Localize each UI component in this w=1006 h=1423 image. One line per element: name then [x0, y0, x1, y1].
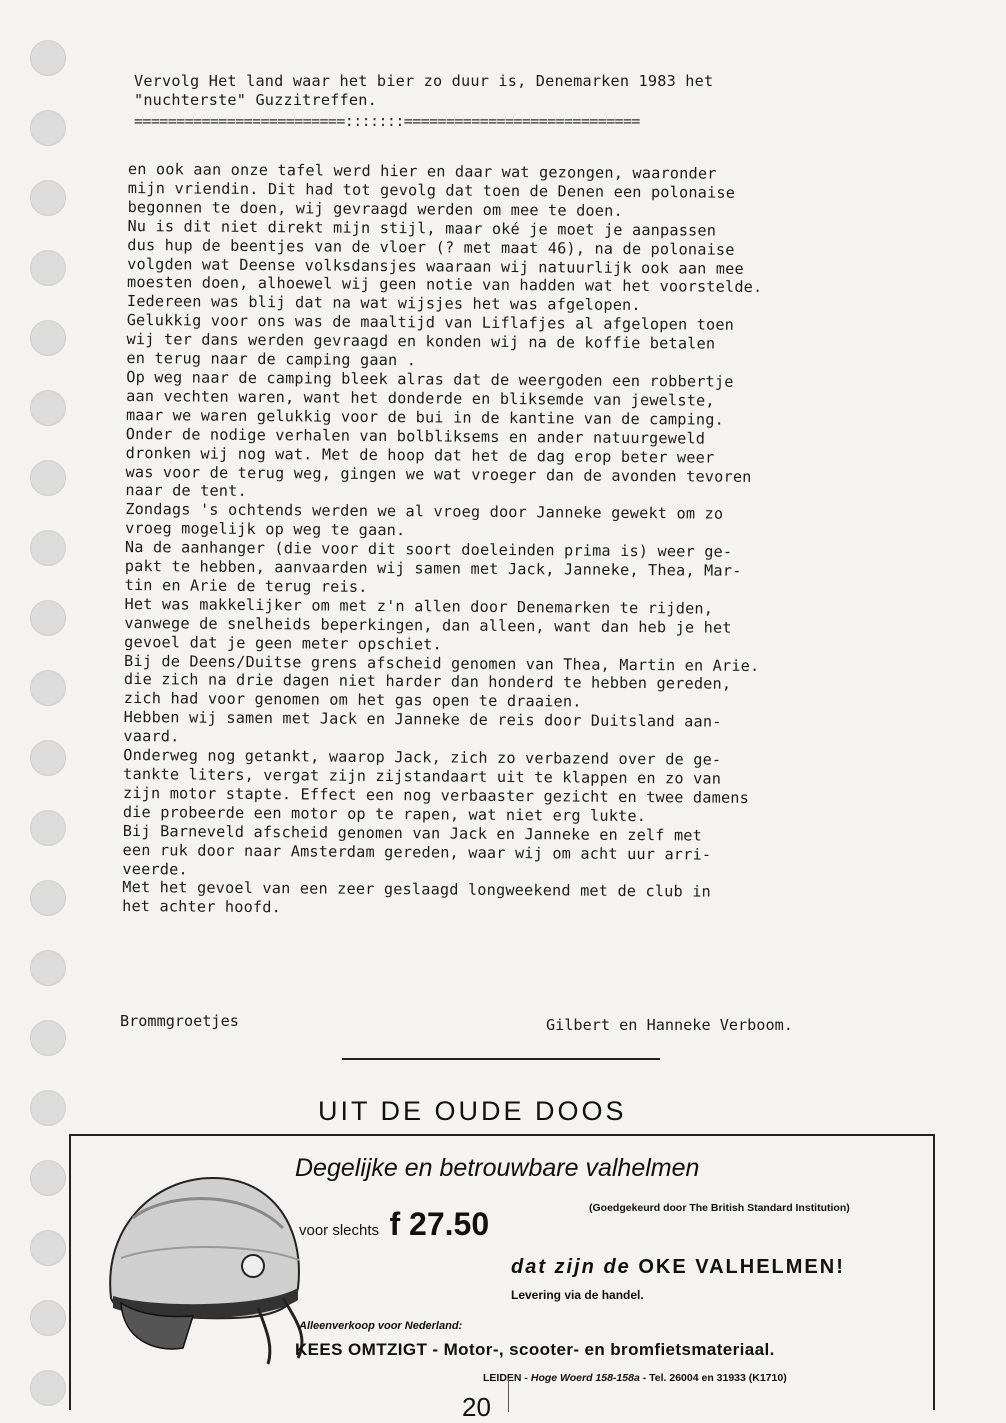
- helmet-illustration: [93, 1148, 315, 1368]
- body-line: dronken wij nog wat. Met de hoop dat het de dag erop beter weer: [125, 443, 715, 467]
- company-name: KEES OMTZIGT - Motor-, scooter- en bromfietsmateriaal.: [295, 1340, 775, 1359]
- punch-hole: [30, 950, 66, 986]
- body-line: Bij Barneveld afscheid genomen van Jack en Janneke en zelf met: [122, 821, 703, 845]
- body-line: aan vechten waren, want het donderde en bliksemde van jewelste,: [126, 386, 715, 410]
- brand-name: OKE VALHELMEN!: [638, 1256, 845, 1278]
- body-line: wij ter dans werden gevraagd en konden wij na de koffie betalen: [126, 330, 716, 353]
- body-line: volgden wat Deense volksdansjes waaraan wij natuurlijk ook aan mee: [127, 254, 744, 278]
- page-mark: [508, 1378, 519, 1412]
- body-line: veerde.: [122, 859, 188, 879]
- body-line: Onder de nodige verhalen van bolbliksems en ander natuurgeweld: [125, 424, 706, 448]
- body-line: vroeg mogelijk op weg te gaan.: [125, 519, 406, 540]
- body-line: was voor de terug weg, gingen we wat vroeger dan de avonden tevoren: [125, 462, 752, 486]
- greeting: Brommgroetjes: [120, 1012, 239, 1030]
- address-street: Hoge Woerd 158-158a: [530, 1372, 640, 1384]
- body-line: en ook aan onze tafel werd hier en daar wat gezongen, waaronder: [127, 160, 717, 183]
- body-line: die probeerde een motor op te rapen, wat niet erg lukte.: [122, 802, 647, 825]
- page-number: 20: [462, 1392, 491, 1422]
- approval-note: (Goedgekeurd door The British Standard Institution): [589, 1202, 850, 1214]
- body-line: Iedereen was blij dat na wat wijsjes het was afgelopen.: [126, 292, 641, 315]
- address-city: LEIDEN: [483, 1372, 522, 1384]
- body-line: mijn vriendin. Dit had tot gevolg dat toen de Denen een polonaise: [127, 178, 736, 202]
- body-line: begonnen te doen, wij gevraagd werden om mee te doen.: [127, 197, 623, 220]
- punch-hole: [30, 1300, 66, 1336]
- ad-section-title: UIT DE OUDE DOOS: [318, 1096, 627, 1126]
- body-line: en terug naar de camping gaan .: [126, 349, 417, 370]
- punch-hole: [30, 1020, 66, 1056]
- body-line: pakt te hebben, aanvaarden wij samen met Jack, Janneke, Thea, Mar-: [124, 557, 742, 580]
- punch-hole: [30, 1230, 66, 1266]
- company-address: LEIDEN - Hoge Woerd 158-158a - Tel. 26004 en 31933 (K1710): [483, 1372, 787, 1384]
- punch-hole: [30, 670, 66, 706]
- punch-hole: [30, 1090, 66, 1126]
- punch-hole: [30, 810, 66, 846]
- helmet-advertisement: [69, 1134, 935, 1410]
- body-line: gevoel dat je geen meter opschiet.: [124, 632, 442, 654]
- body-line: Het was makkelijker om met z'n allen door Denemarken te rijden,: [124, 594, 714, 618]
- body-line: Hebben wij samen met Jack en Janneke de reis door Duitsland aan-: [123, 708, 722, 731]
- body-line: Zondags 's ochtends werden we al vroeg door Janneke gewekt om zo: [125, 500, 724, 523]
- punch-hole: [30, 40, 66, 76]
- header-line: "nuchterste" Guzzitreffen.: [134, 90, 377, 109]
- punch-hole: [30, 320, 66, 356]
- body-line: Met het gevoel van een zeer geslaagd longweekend met de club in: [122, 878, 711, 902]
- article-body: [122, 160, 763, 921]
- signature: Gilbert en Hanneke Verboom.: [546, 1016, 793, 1034]
- punch-hole: [30, 1160, 66, 1196]
- body-line: Bij de Deens/Duitse grens afscheid genomen van Thea, Martin en Arie.: [123, 651, 760, 675]
- address-tel: Tel. 26004 en 31933 (K1710): [649, 1372, 787, 1384]
- header-underline: =========================:::::::============================: [134, 112, 640, 130]
- punch-hole: [30, 390, 66, 426]
- body-line: maar we waren gelukkig voor de bui in de kantine van de camping.: [125, 405, 725, 429]
- delivery-note: Levering via de handel.: [511, 1288, 644, 1302]
- header-line: Vervolg Het land waar het bier zo duur is, Denemarken 1983 het: [134, 72, 714, 90]
- body-line: een ruk door naar Amsterdam gereden, waar wij om acht uur arri-: [122, 840, 712, 864]
- punch-hole: [30, 250, 66, 286]
- punch-hole: [30, 1370, 66, 1406]
- separator-line: [342, 1058, 660, 1060]
- price-prefix: voor slechts: [299, 1222, 380, 1239]
- punch-hole: [30, 180, 66, 216]
- body-line: tankte liters, vergat zijn zijstandaart uit te klappen en zo van: [123, 764, 722, 788]
- price-row: [299, 1206, 489, 1243]
- price: f 27.50: [389, 1206, 490, 1242]
- body-line: vaard.: [123, 727, 180, 746]
- body-line: zijn motor stapte. Effect een nog verbaaster gezicht en twee damens: [122, 783, 750, 807]
- body-line: Nu is dit niet direkt mijn stijl, maar oké je moet je aanpassen: [127, 216, 717, 240]
- punch-hole: [30, 110, 66, 146]
- body-line: Op weg naar de camping bleek alras dat de weergoden een robbertje: [126, 367, 734, 391]
- body-line: dus hup de beentjes van de vloer (? met maat 46), na de polonaise: [127, 235, 735, 259]
- body-line: moesten doen, alhoewel wij geen notie van hadden wat het voorstelde.: [126, 273, 763, 297]
- exclusive-sale-label: Alleenverkoop voor Nederland:: [299, 1320, 463, 1332]
- body-line: zich had voor genomen om het gas open te draaien.: [123, 689, 582, 711]
- punch-hole: [30, 460, 66, 496]
- body-line: Gelukkig voor ons was de maaltijd van Liflafjes al afgelopen toen: [126, 311, 735, 335]
- punch-hole: [30, 880, 66, 916]
- brand-line: [511, 1256, 845, 1279]
- body-line: tin en Arie de terug reis.: [124, 575, 368, 596]
- body-line: het achter hoofd.: [122, 897, 282, 917]
- ad-slogan: Degelijke en betrouwbare valhelmen: [295, 1154, 700, 1182]
- body-line: Onderweg nog getankt, waarop Jack, zich zo verbazend over de ge-: [123, 746, 722, 769]
- body-line: die zich na drie dagen niet harder dan honderd te hebben gereden,: [123, 670, 732, 694]
- punch-hole: [30, 530, 66, 566]
- body-line: vanwege de snelheids beperkingen, dan alleen, want dan heb je het: [124, 613, 732, 637]
- punch-hole: [30, 740, 66, 776]
- punch-hole: [30, 600, 66, 636]
- brand-prefix: dat zijn de: [511, 1256, 631, 1278]
- body-line: Na de aanhanger (die voor dit soort doeleinden prima is) weer ge-: [124, 538, 733, 561]
- article-header: [134, 72, 713, 110]
- body-line: naar de tent.: [125, 481, 247, 501]
